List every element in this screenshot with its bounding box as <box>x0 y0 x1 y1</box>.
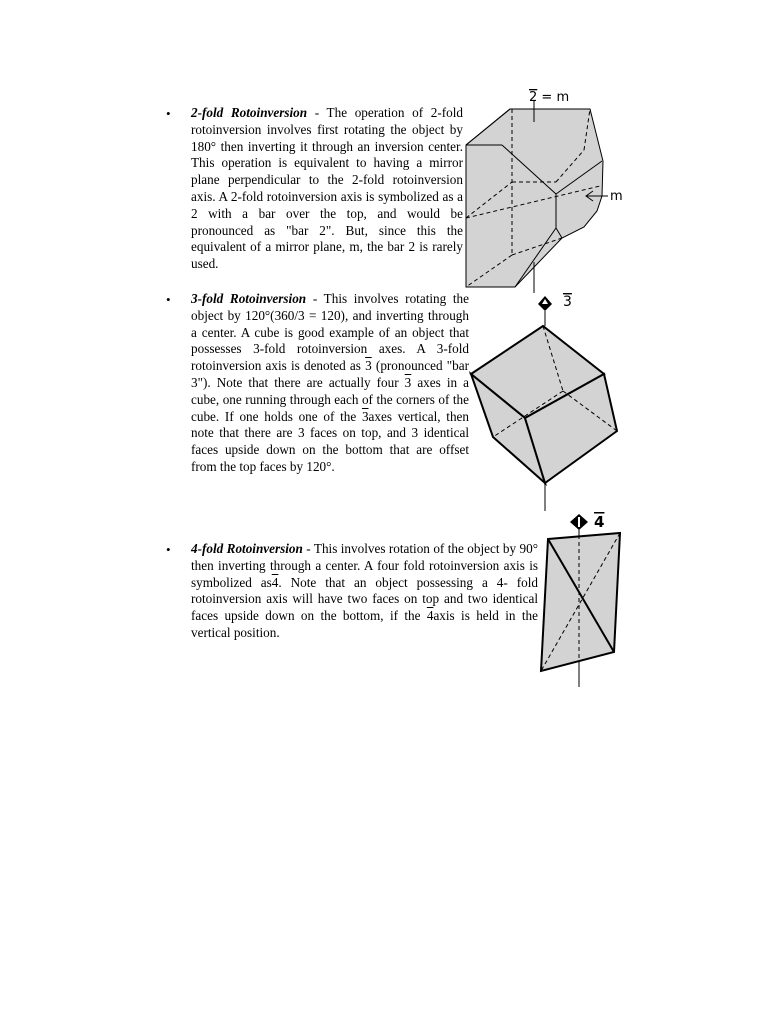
title-3fold: 3-fold Rotoinversion <box>191 291 307 306</box>
body-4fold-c: axis is held in the vertical position. <box>191 608 538 640</box>
bullet-2: • <box>166 292 171 307</box>
triangle-icon <box>538 296 552 311</box>
bar-3-symbol: 3 <box>361 408 369 424</box>
bar-4-symbol: 4 <box>271 574 279 590</box>
bar-4-symbol: 4 <box>426 608 434 624</box>
figure-2fold-crystal <box>466 100 608 293</box>
axis-label-3bar: 3 <box>563 294 572 310</box>
body-3fold-b: (pronounced "bar 3"). Note that there are actually four <box>191 358 469 390</box>
bar-3-symbol: 3 <box>404 374 412 390</box>
body-3fold-a: - This involves rotating the object by 120°(360/3 = 120), and inverting through a center. A cube is good example of an object that possesses 3-fold rotoinversion axes. A 3-fold rotoinversion axis is denoted as <box>191 291 470 374</box>
title-2fold: 2-fold Rotoinversion <box>191 105 308 120</box>
figure-3fold-cube <box>471 311 617 511</box>
body-3fold-d: axes vertical, then note that there are 3 faces on top, and 3 identical faces upside down on the bottom that are offset from the top faces by 120°. <box>191 408 469 474</box>
title-4fold: 4-fold Rotoinversion <box>191 541 303 556</box>
body-4fold-a: - This involves rotation of the object by 90° then inverting through a center. A four fold rotoinversion axis is symbolized as <box>191 541 538 590</box>
crystal-outline <box>466 109 603 287</box>
bar-3-symbol: 3 <box>365 358 372 374</box>
figure-4fold-crystal <box>541 528 620 687</box>
mirror-label: m <box>610 189 623 204</box>
body-3fold-c: axes in a cube, one running through each of the corners of the cube. If one holds one of the <box>191 374 469 424</box>
axis-label-2bar: 2 = m <box>529 90 570 105</box>
axis-label-4bar: 4 <box>594 513 605 531</box>
bullet-1: • <box>166 106 171 121</box>
body-2fold: - The operation of 2-fold rotoinversion involves first rotating the object by 180° then inverting it through an inversion center. This operation is equivalent to having a mirror plane perpendicular to the 2-fold rotoinversion axis. A 2-fold rotoinversion axis is symbolized as a 2 with a bar over the top, and would be pronounced as "bar 2". But, since this the equivalent of a mirror plane, m, the bar 2 is rarely used. <box>191 105 464 272</box>
body-4fold-b: . Note that an object possessing a 4- fold rotoinversion axis will have two faces on top and two identical faces upside down on the bottom, if the <box>191 574 538 624</box>
diamond-icon <box>570 514 588 530</box>
bullet-3: • <box>166 542 171 557</box>
